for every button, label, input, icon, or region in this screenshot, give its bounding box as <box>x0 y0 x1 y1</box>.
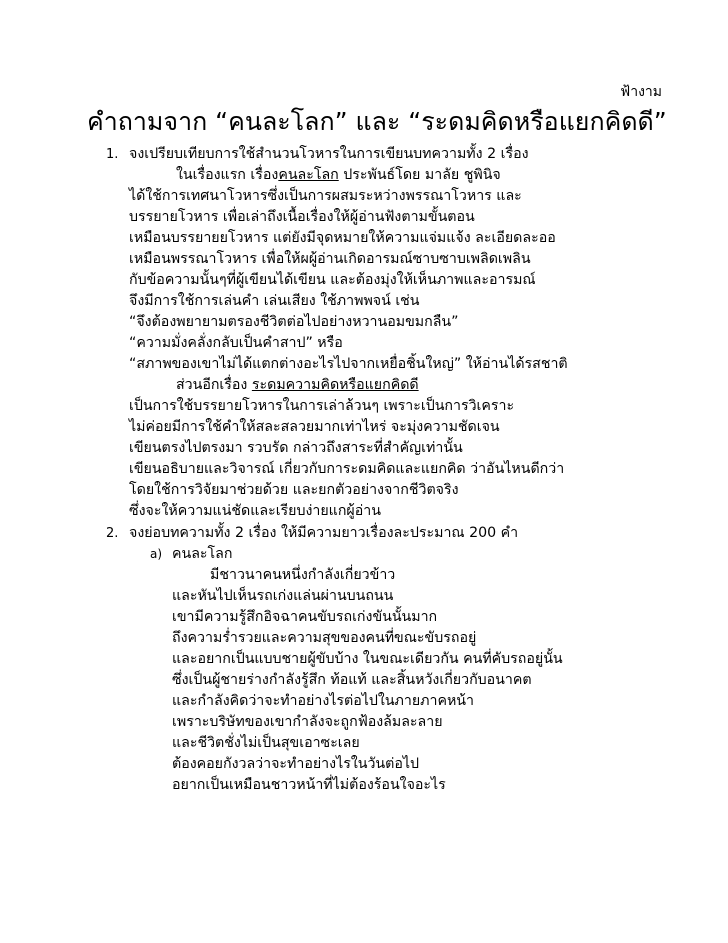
underlined-title: ระดมความคิดหรือแยกคิดดี <box>251 377 419 393</box>
paragraph-line: เขียนอธิบายและวิจารณ์ เกี่ยวกับการะดมคิดและแยกคิด ว่าอันไหนดีกว่า <box>129 461 565 477</box>
paragraph-line: เหมือนพรรณาโวหาร เพื่อให้ผผู้อ่านเกิดอารมณ์ซาบซาบเพลิดเพลิน <box>129 251 531 267</box>
paragraph-line: และอยากเป็นแบบชายผู้ขับบ้าง ในขณะเดียวกัน คนที่คับรถอยู่นั้น <box>172 651 563 667</box>
paragraph-line: “จึงต้องพยายามตรองชีวิตต่อไปอย่างหวานอมขมกลืน” <box>129 314 459 330</box>
paragraph-line: เพราะบริษัทของเขากำลังจะถูกฟ้องล้มละลาย <box>172 714 443 730</box>
sub-item-title: คนละโลก <box>172 546 233 562</box>
paragraph-line: จงเปรียบเทียบการใช้สำนวนโวหารในการเขียนบทความทั้ง 2 เรื่อง <box>129 146 529 162</box>
list-marker: 1. <box>106 147 119 162</box>
paragraph-line: ได้ใช้การเทศนาโวหารซึ่งเป็นการผสมระหว่างพรรณาโวหาร และ <box>129 188 522 204</box>
paragraph-line: เขามีความรู้สึกอิจฉาคนขับรถเก่งขันนั้นมาก <box>172 609 438 625</box>
underlined-title: คนละโลก <box>278 167 339 183</box>
paragraph-line: จึงมีการใช้การเล่นคำ เล่นเสียง ใช้ภาพพจน์ เช่น <box>129 293 420 309</box>
sub-list-marker: a) <box>150 547 163 561</box>
paragraph-line: และหันไปเห็นรถเก่งแล่นผ่านบนถนน <box>172 588 394 604</box>
paragraph-line: โดยใช้การวิจัยมาช่วยด้วย และยกตัวอย่างจากชีวิตจริง <box>129 482 459 498</box>
paragraph-line: ไม่ค่อยมีการใช้คำให้สละสลวยมากเท่าไหร่ จะมุ่งความชัดเจน <box>129 419 500 435</box>
paragraph-line: เขียนตรงไปตรงมา รวบรัด กล่าวถึงสาระที่สำคัญเท่านั้น <box>129 440 463 456</box>
paragraph-line: ถึงความร่ำรวยและความสุขของคนที่ขณะขับรถอยู่ <box>172 630 477 646</box>
paragraph-line: ซึ่งจะให้ความแน่ชัดและเรียบง่ายแกผู้อ่าน <box>129 503 381 519</box>
paragraph-line: กับข้อความนั้นๆที่ผู้เขียนได้เขียน และต้องมุ่งให้เห็นภาพและอารมณ์ <box>129 272 536 288</box>
paragraph-line: “สภาพของเขาไม่ได้แตกต่างอะไรไปจากเหยื่อชิ้นใหญ่” ให้อ่านได้รสชาติ <box>129 356 568 372</box>
page-title: คำถามจาก “คนละโลก” และ “ระดมคิดหรือแยกคิดดี” <box>87 107 667 136</box>
paragraph-line: ส่วนอีกเรื่อง ระดมความคิดหรือแยกคิดดี <box>176 377 419 393</box>
paragraph-line: เหมือนบรรยายยโวหาร แต่ยังมีจุดหมายให้ความแจ่มแจ้ง ละเอียดละออ <box>129 230 556 246</box>
paragraph-line: อยากเป็นเหมือนชาวหน้าที่ไม่ต้องร้อนใจอะไร <box>172 777 446 793</box>
paragraph-line: และกำลังคิดว่าจะทำอย่างไรต่อไปในภายภาคหน้า <box>172 693 474 709</box>
paragraph-line: และชีวิตชั่งไม่เป็นสุขเอาซะเลย <box>172 735 360 751</box>
list-marker: 2. <box>106 526 119 541</box>
paragraph-line: ในเรื่องแรก เรื่องคนละโลก ประพันธ์โดย มาลัย ชูพินิจ <box>176 167 501 183</box>
paragraph-line: มีชาวนาคนหนึ่งกำลังเกี่ยวข้าว <box>210 567 396 583</box>
paragraph-line: บรรยายโวหาร เพื่อเล่าถึงเนื้อเรื่องให้ผู้อ่านฟังตามขั้นตอน <box>129 209 475 225</box>
paragraph-line: เป็นการใช้บรรยายโวหารในการเล่าล้วนๆ เพราะเป็นการวิเคราะ <box>129 398 515 414</box>
paragraph-line: จงย่อบทความทั้ง 2 เรื่อง ให้มีความยาวเรื่องละประมาณ 200 คำ <box>129 525 519 541</box>
author-name: ฟ้างาม <box>620 84 662 100</box>
paragraph-line: ซึ่งเป็นผู้ชายร่างกำลังรู้สึก ท้อแท้ และสิ้นหวังเกี่ยวกับอนาคต <box>172 672 532 688</box>
paragraph-line: ต้องคอยกังวลว่าจะทำอย่างไรในวันต่อไป <box>172 756 419 772</box>
paragraph-line: “ความมั่งคลั่งกลับเป็นคำสาป” หรือ <box>129 335 343 351</box>
